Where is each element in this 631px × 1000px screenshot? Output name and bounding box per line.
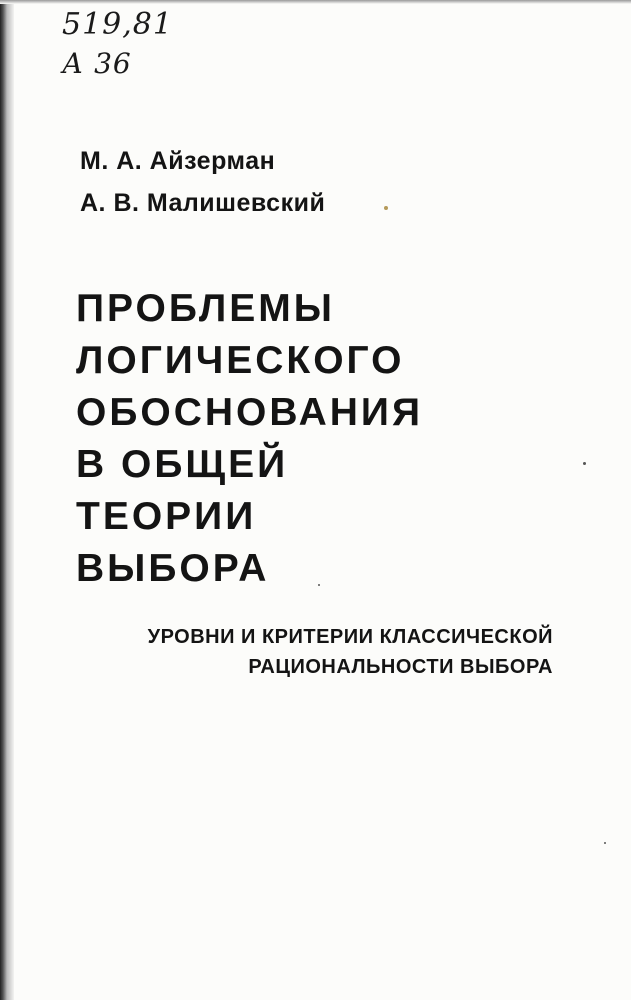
title-line: ЛОГИЧЕСКОГО — [76, 339, 405, 382]
author-name: А. В. Малишевский — [80, 189, 326, 217]
book-subtitle — [148, 622, 553, 682]
library-classification-mark: 519,81 — [62, 7, 173, 42]
scan-dust-speck — [583, 462, 586, 465]
scan-dust-speck — [604, 842, 606, 844]
subtitle-line: РАЦИОНАЛЬНОСТИ ВЫБОРА — [248, 656, 553, 678]
author-name: М. А. Айзерман — [80, 147, 276, 175]
title-line: ТЕОРИИ — [76, 495, 257, 538]
authors-block — [80, 140, 325, 224]
library-author-mark: А 36 — [62, 47, 132, 80]
scan-top-edge-shadow — [0, 0, 631, 4]
subtitle-line: УРОВНИ И КРИТЕРИИ КЛАССИЧЕСКОЙ — [147, 626, 553, 648]
book-title — [76, 283, 423, 595]
title-line: В ОБЩЕЙ — [76, 443, 289, 486]
title-line: ВЫБОРА — [76, 547, 270, 590]
scan-dust-speck — [384, 206, 388, 210]
scan-dust-speck — [318, 584, 320, 586]
title-line: ОБОСНОВАНИЯ — [76, 391, 423, 434]
title-line: ПРОБЛЕМЫ — [76, 287, 335, 330]
scan-left-edge-shadow — [0, 0, 14, 1000]
